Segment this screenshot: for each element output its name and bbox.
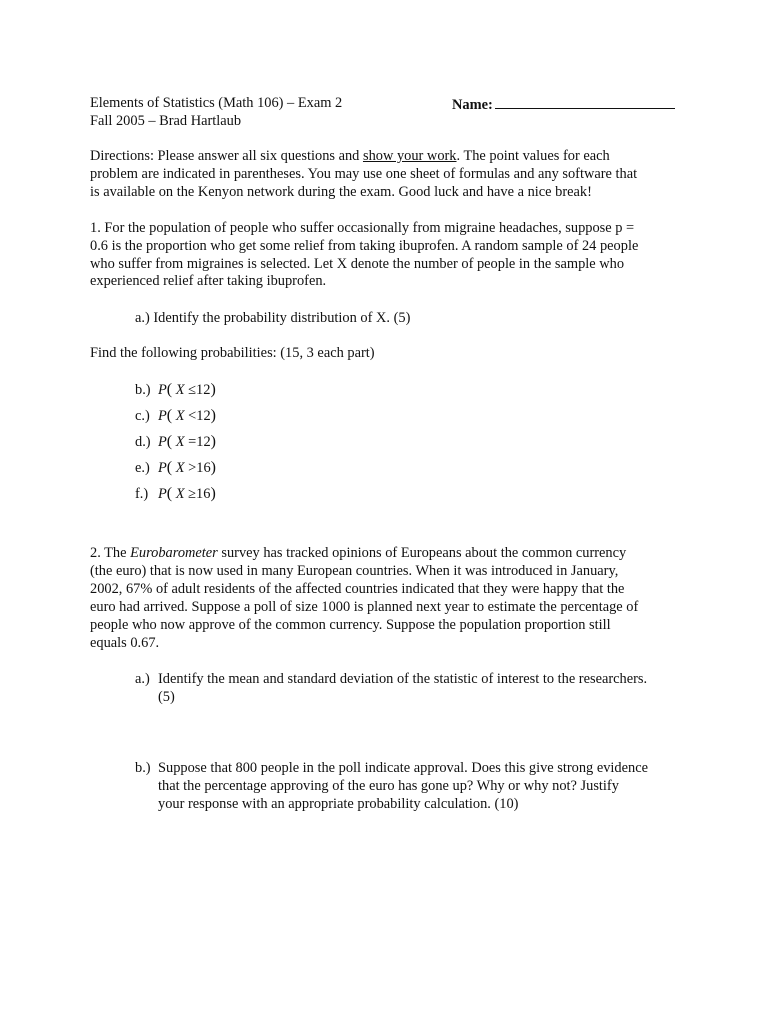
q2-line-5: people who now approve of the common currency. Suppose the population proportion still xyxy=(90,617,611,633)
q1-line-1: 1. For the population of people who suffer occasionally from migraine headaches, suppose p = xyxy=(90,220,635,236)
q2-part-b-line-2: that the percentage approving of the euro has gone up? Why or why not? Justify xyxy=(158,778,619,794)
directions-line-1: Directions: Please answer all six questions and show your work. The point values for each xyxy=(90,148,610,164)
q1-part-e: e.) P( X >16) xyxy=(135,459,216,476)
q2-part-b-line-3: your response with an appropriate probability calculation. (10) xyxy=(158,796,519,812)
directions-line-3: is available on the Kenyon network during the exam. Good luck and have a nice break! xyxy=(90,184,592,200)
show-your-work-emphasis: show your work xyxy=(362,148,457,164)
exam-title: Elements of Statistics (Math 106) – Exam 2 xyxy=(90,95,343,111)
q2-line-3: 2002, 67% of adult residents of the affected countries indicated that they were happy that the xyxy=(90,581,625,597)
eurobarometer-title: Eurobarometer xyxy=(130,545,218,561)
q2-part-a-line-2: (5) xyxy=(158,689,175,705)
q2-line-1: 2. The Eurobarometer survey has tracked opinions of Europeans about the common currency xyxy=(90,545,627,561)
q2-line-6: equals 0.67. xyxy=(90,635,160,651)
name-label: Name: xyxy=(452,97,493,113)
q1-line-3: who suffer from migraines is selected. Let X denote the number of people in the sample who xyxy=(90,256,625,272)
q1-part-f: f.) P( X ≥16) xyxy=(135,485,216,502)
q1-line-4: experienced relief after taking ibuprofen. xyxy=(90,273,327,289)
name-field xyxy=(452,94,675,114)
q2-part-a-label: a.) xyxy=(135,671,150,687)
q2-line-4: euro had arrived. Suppose a poll of size 1000 is planned next year to estimate the percentage of xyxy=(90,599,639,615)
q2-line-2: (the euro) that is now used in many European countries. When it was introduced in January, xyxy=(90,563,619,579)
q1-line-2: 0.6 is the proportion who get some relief from taking ibuprofen. A random sample of 24 people xyxy=(90,238,639,254)
q1-part-d: d.) P( X =12) xyxy=(135,433,216,450)
directions-line-2: problem are indicated in parentheses. You may use one sheet of formulas and any software that xyxy=(90,166,638,182)
exam-term: Fall 2005 – Brad Hartlaub xyxy=(90,113,242,129)
q2-part-b-label: b.) xyxy=(135,760,151,776)
name-blank-line xyxy=(495,94,675,109)
q1-part-b: b.) P( X ≤12) xyxy=(135,381,216,398)
q1-find-probabilities: Find the following probabilities: (15, 3 each part) xyxy=(90,345,375,361)
q2-part-a-line-1: Identify the mean and standard deviation of the statistic of interest to the researchers. xyxy=(158,671,648,687)
q1-part-a: a.) Identify the probability distribution of X. (5) xyxy=(135,310,411,326)
q2-part-b-line-1: Suppose that 800 people in the poll indicate approval. Does this give strong evidence xyxy=(158,760,648,776)
q1-part-c: c.) P( X <12) xyxy=(135,407,216,424)
